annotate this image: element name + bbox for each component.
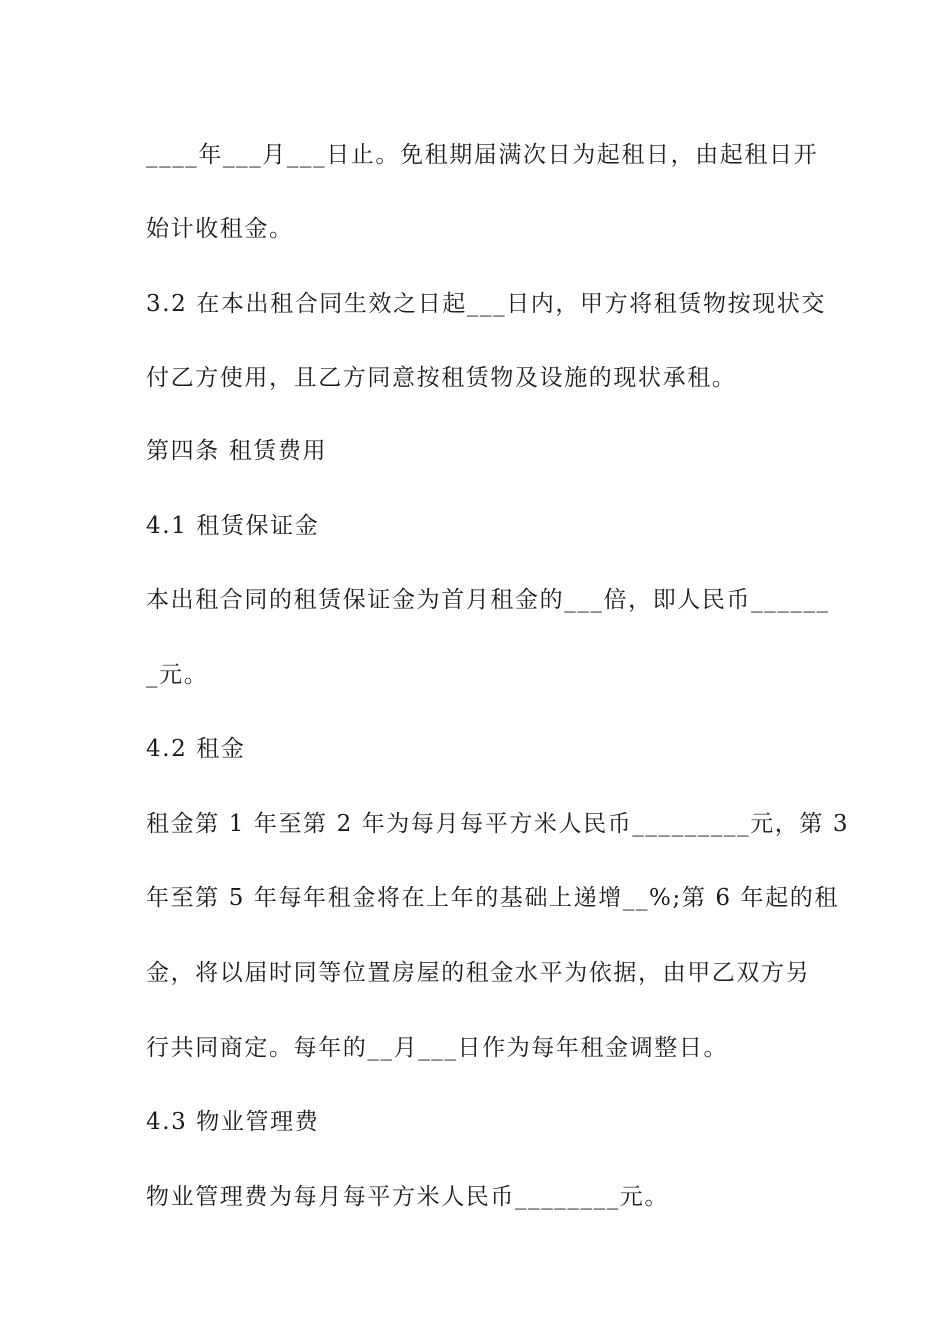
paragraph-line: ____年___月___日止。免租期届满次日为起租日，由起租日开 (146, 142, 819, 168)
subsection-heading: 4.1 租赁保证金 (146, 513, 320, 539)
paragraph-line: 租金第 1 年至第 2 年为每月每平方米人民币_________元，第 3 (146, 811, 850, 837)
paragraph-line: 3.2 在本出租合同生效之日起___日内，甲方将租赁物按现状交 (146, 291, 826, 317)
paragraph-line: 行共同商定。每年的__月___日作为每年租金调整日。 (146, 1035, 729, 1061)
subsection-heading: 4.3 物业管理费 (146, 1109, 320, 1135)
section-heading: 第四条 租赁费用 (146, 438, 328, 464)
paragraph-line: 年至第 5 年每年租金将在上年的基础上递增__%;第 6 年起的租 (146, 885, 839, 911)
paragraph-line: _元。 (146, 662, 209, 688)
paragraph-line: 金，将以届时同等位置房屋的租金水平为依据，由甲乙双方另 (146, 960, 811, 986)
subsection-heading: 4.2 租金 (146, 736, 246, 762)
paragraph-line: 本出租合同的租赁保证金为首月租金的___倍，即人民币______ (146, 587, 830, 613)
paragraph-line: 物业管理费为每月每平方米人民币________元。 (146, 1184, 669, 1210)
paragraph-line: 始计收租金。 (146, 216, 294, 242)
paragraph-line: 付乙方使用，且乙方同意按租赁物及设施的现状承租。 (146, 365, 737, 391)
